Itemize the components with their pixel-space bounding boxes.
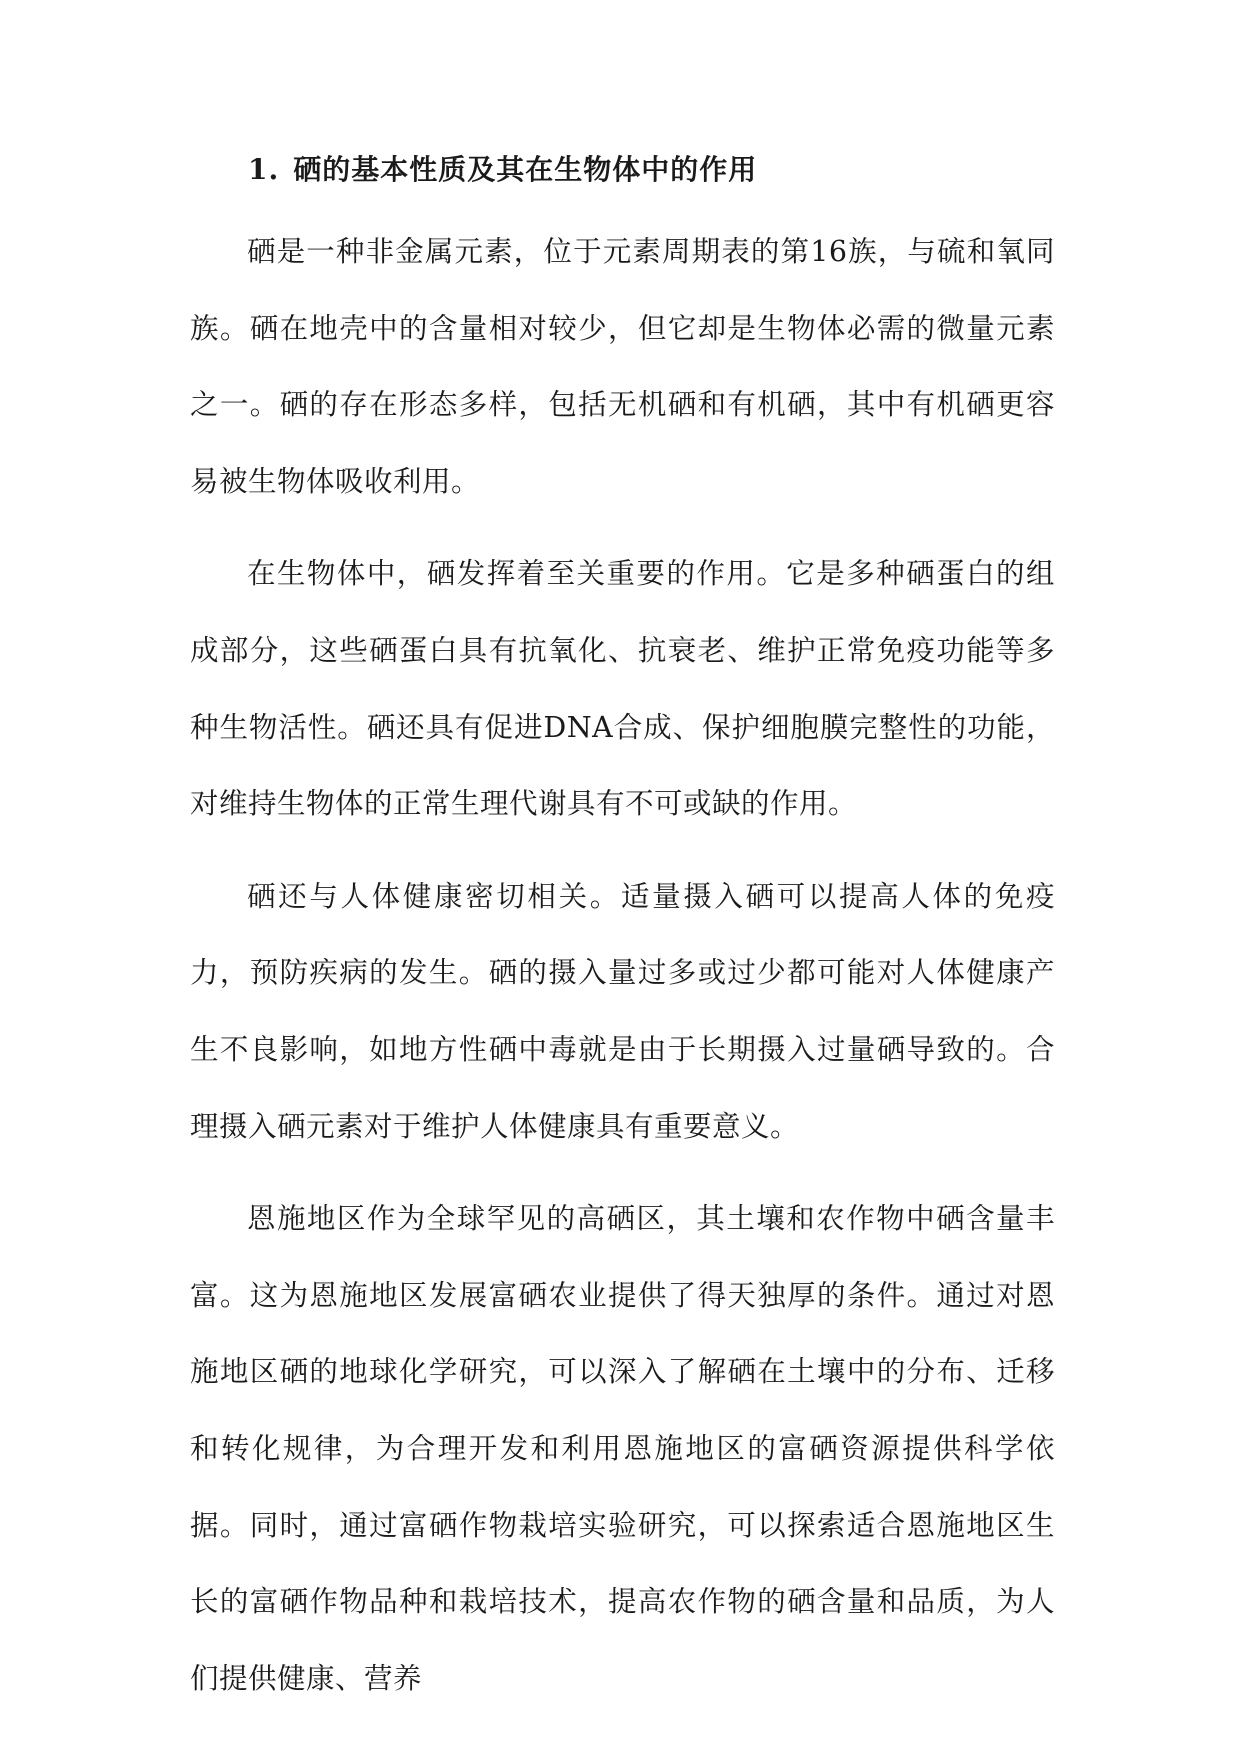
document-body: [190, 140, 1055, 1717]
paragraph-enshi-selenium-region: 恩施地区作为全球罕见的高硒区，其土壤和农作物中硒含量丰富。这为恩施地区发展富硒农业提供了得天独厚的条件。通过对恩施地区硒的地球化学研究，可以深入了解硒在土壤中的分布、迁移和转化规律，为合理开发和利用恩施地区的富硒资源提供科学依据。同时，通过富硒作物栽培实验研究，可以探索适合恩施地区生长的富硒作物品种和栽培技术，提高农作物的硒含量和品质，为人们提供健康、营养: [190, 1202, 1055, 1695]
paragraph-selenium-human-health: 硒还与人体健康密切相关。适量摄入硒可以提高人体的免疫力，预防疾病的发生。硒的摄入量过多或过少都可能对人体健康产生不良影响，如地方性硒中毒就是由于长期摄入过量硒导致的。合理摄入硒元素对于维护人体健康具有重要意义。: [190, 879, 1055, 1143]
paragraph-selenium-properties: 硒是一种非金属元素，位于元素周期表的第16族，与硫和氧同族。硒在地壳中的含量相对较少，但它却是生物体必需的微量元素之一。硒的存在形态多样，包括无机硒和有机硒，其中有机硒更容易被生物体吸收利用。: [190, 235, 1055, 498]
paragraph-selenium-biological-role: 在生物体中，硒发挥着至关重要的作用。它是多种硒蛋白的组成部分，这些硒蛋白具有抗氧化、抗衰老、维护正常免疫功能等多种生物活性。硒还具有促进DNA合成、保护细胞膜完整性的功能，对维持生物体的正常生理代谢具有不可或缺的作用。: [190, 557, 1055, 821]
section-title: 硒的基本性质及其在生物体中的作用: [293, 153, 758, 186]
section-number: 1.: [248, 153, 280, 186]
section-heading: [190, 140, 1055, 200]
